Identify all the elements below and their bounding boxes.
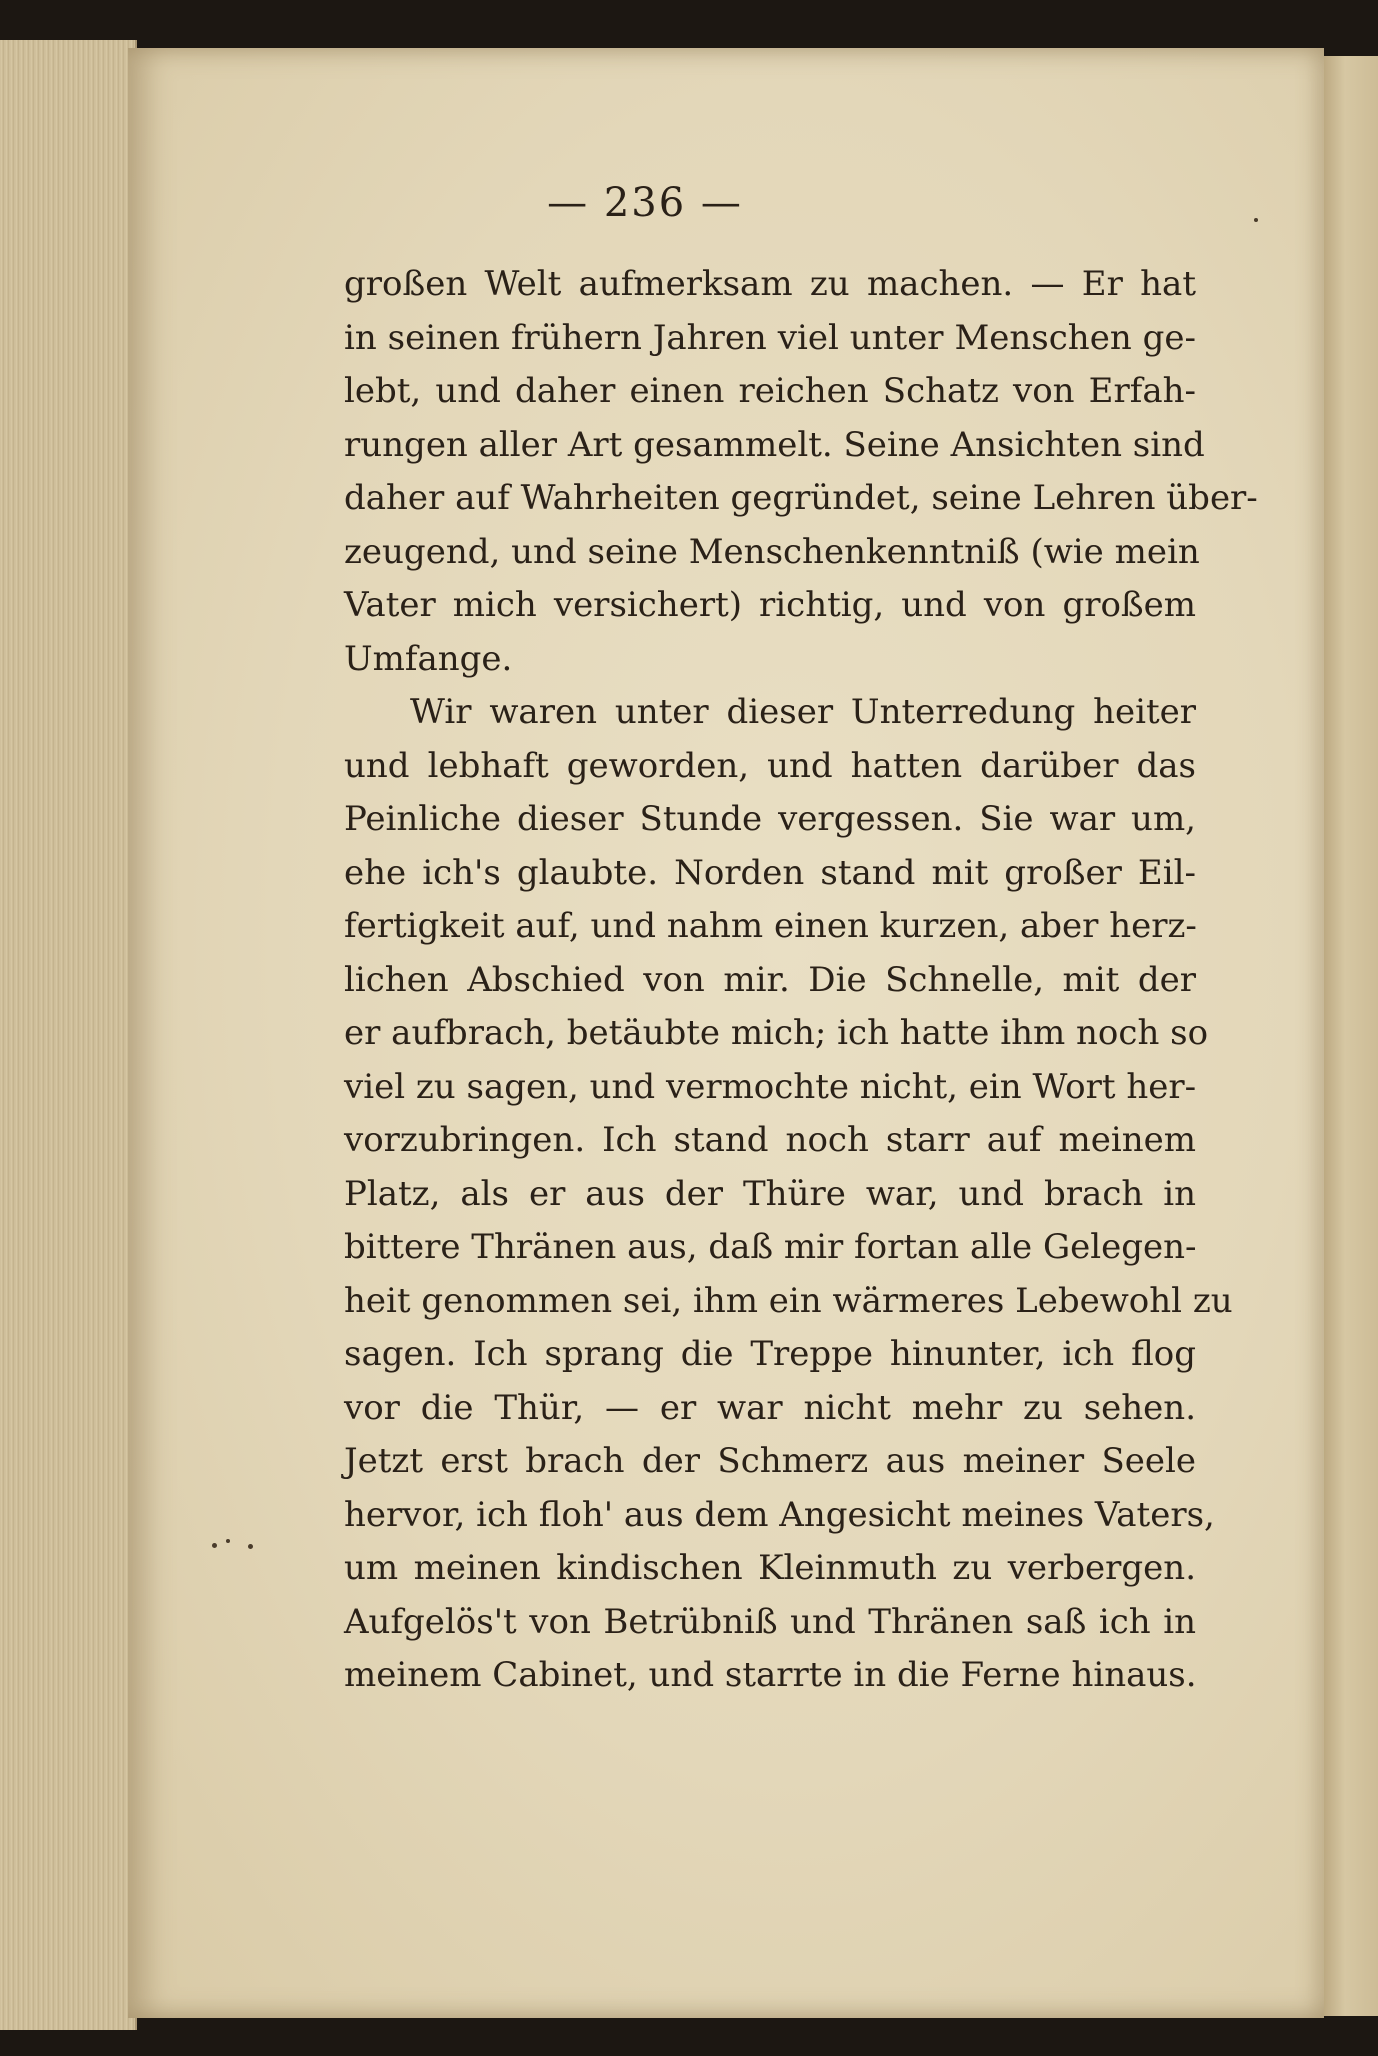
ink-speck (212, 1543, 217, 1548)
text-line: daher auf Wahrheiten gegründet, seine Lehren über- (344, 478, 1258, 518)
text-line: Jetzt erst brach der Schmerz aus meiner Seele (344, 1441, 1196, 1481)
page-edges (0, 40, 137, 2030)
text-line: sagen. Ich sprang die Treppe hinunter, ich flog (344, 1334, 1196, 1374)
text-line: Platz, als er aus der Thüre war, und brach in (344, 1173, 1196, 1214)
page-number: — 236 — (547, 180, 743, 226)
text-line: fertigkeit auf, und nahm einen kurzen, aber herz- (344, 906, 1197, 946)
text-line: er aufbrach, betäubte mich; ich hatte ihm noch so (344, 1013, 1209, 1053)
text-line: lichen Abschied von mir. Die Schnelle, mit der (344, 959, 1196, 1000)
text-line: hervor, ich floh' aus dem Angesicht meines Vaters, (344, 1494, 1215, 1535)
text-line: Aufgelös't von Betrübniß und Thränen saß ich in (344, 1601, 1196, 1642)
text-line: Vater mich versichert) richtig, und von großem (344, 585, 1196, 625)
text-line: rungen aller Art gesammelt. Seine Ansichten sind (344, 424, 1205, 465)
ink-speck (1254, 218, 1258, 222)
text-line: vorzubringen. Ich stand noch starr auf meinem (344, 1120, 1196, 1160)
text-line: meinem Cabinet, und starrte in die Ferne hinaus. (344, 1655, 1197, 1695)
text-line: in seinen frühern Jahren viel unter Menschen ge- (344, 317, 1196, 358)
body-text (344, 258, 1258, 1703)
text-line: lebt, und daher einen reichen Schatz von Erfah- (344, 371, 1196, 411)
text-line: ehe ich's glaubte. Norden stand mit großer Eil- (344, 852, 1196, 893)
text-line: und lebhaft geworden, und hatten darüber das (344, 745, 1196, 786)
text-line: großen Welt aufmerksam zu machen. — Er hat (344, 264, 1196, 304)
text-line: Peinliche dieser Stunde vergessen. Sie war um, (344, 799, 1196, 839)
next-page-edge (1318, 56, 1378, 2016)
ink-speck (248, 1544, 253, 1549)
text-line: um meinen kindischen Kleinmuth zu verbergen. (344, 1548, 1196, 1588)
text-line: zeugend, und seine Menschenkenntniß (wie mein (344, 531, 1200, 572)
text-line: heit genommen sei, ihm ein wärmeres Lebewohl zu (344, 1280, 1233, 1321)
text-line: vor die Thür, — er war nicht mehr zu sehen. (344, 1387, 1196, 1428)
ink-speck (226, 1539, 230, 1543)
paragraph-end-line: Umfange. (344, 638, 513, 679)
text-line: bittere Thränen aus, daß mir fortan alle Gelegen- (344, 1227, 1197, 1267)
paragraph-start-line: Wir waren unter dieser Unterredung heiter (410, 692, 1196, 732)
text-line: viel zu sagen, und vermochte nicht, ein Wort her- (344, 1066, 1197, 1107)
